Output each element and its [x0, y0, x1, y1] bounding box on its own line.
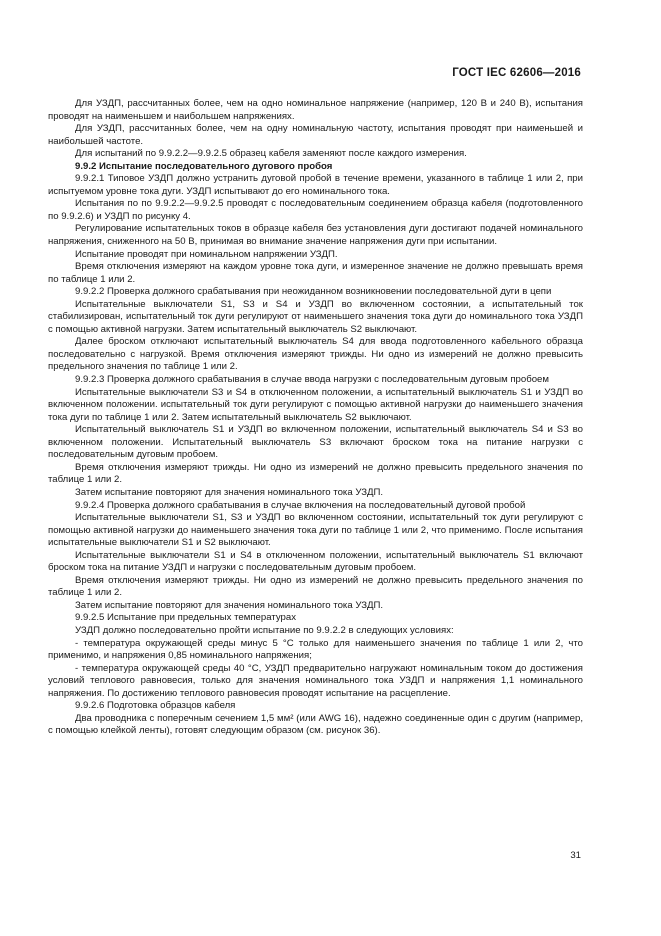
paragraph: Испытательные выключатели S3 и S4 в отключенном положении, а испытательный выключатель S1 и УЗДП во включенном положении. испытательный ток дуги регулируют с помощью активной нагрузки до наименьшего значения тока дуги по таблице 1 или 2. Затем испытательный выключатель S2 выключают. — [48, 386, 583, 423]
paragraph: Испытательные выключатели S1 и S4 в отключенном положении, испытательный выключатель S1 включают броском тока на питание УЗДП и нагрузки с последовательным дуговым пробоем. — [48, 549, 583, 574]
page-number: 31 — [570, 850, 581, 861]
paragraph: Время отключения измеряют трижды. Ни одно из измерений не должно превысить предельного значения по таблице 1 или 2. — [48, 461, 583, 486]
paragraph: УЗДП должно последовательно пройти испытание по 9.9.2.2 в следующих условиях: — [75, 624, 454, 636]
document-header: ГОСТ IEC 62606—2016 — [452, 67, 581, 79]
document-body — [48, 98, 583, 738]
paragraph: 9.9.2.4 Проверка должного срабатывания в случае включения на последовательный дуговой пробой — [75, 499, 526, 511]
paragraph: 9.9.2.2 Проверка должного срабатывания при неожиданном возникновении последовательной дуги в цепи — [75, 286, 552, 298]
paragraph: - температура окружающей среды 40 °С, УЗДП предварительно нагружают номинальным током до достижения условий теплового равновесия, только для значения номинального тока УЗДП и напряжения 1,1 номинального напряжения. По достижению теплового равновесия проводят испытание на расцепление. — [48, 662, 583, 699]
paragraph: 9.9.2.5 Испытание при предельных температурах — [75, 612, 297, 624]
paragraph: Для испытаний по 9.9.2.2—9.9.2.5 образец кабеля заменяют после каждого измерения. — [75, 148, 467, 160]
paragraph: - температура окружающей среды минус 5 °С только для наименьшего значения по таблице 1 или 2, что применимо, и напряжения 0,85 номинального напряжения; — [48, 637, 583, 662]
paragraph: Для УЗДП, рассчитанных более, чем на одну номинальную частоту, испытания проводят при наименьшей и наибольшей частоте. — [48, 123, 583, 147]
paragraph: Затем испытание повторяют для значения номинального тока УЗДП. — [75, 486, 384, 498]
paragraph: Испытание проводят при номинальном напряжении УЗДП. — [75, 248, 338, 260]
paragraph: Затем испытание повторяют для значения номинального тока УЗДП. — [75, 599, 384, 611]
section-heading: 9.9.2 Испытание последовательного дугового пробоя — [75, 160, 333, 172]
paragraph: 9.9.2.6 Подготовка образцов кабеля — [75, 700, 236, 712]
paragraph: 9.9.2.3 Проверка должного срабатывания в случае ввода нагрузки с последовательным дуговым пробоем — [75, 374, 549, 386]
paragraph: Для УЗДП, рассчитанных более, чем на одно номинальное напряжение (например, 120 В и 240 В), испытания проводят на наименьшем и наибольшем напряжениях. — [48, 98, 583, 122]
paragraph: Два проводника с поперечным сечением 1,5 мм² (или AWG 16), надежно соединенные один с другим (например, с помощью клейкой ленты), готовят следующим образом (см. рисунок 36). — [48, 712, 583, 737]
paragraph: Испытательные выключатели S1, S3 и УЗДП во включенном состоянии, испытательный ток дуги регулируют с помощью активной нагрузки до наименьшего значения тока дуги по таблице 1 или 2, что применимо. После испытания испытательные выключатели S1 и S2 выключают. — [48, 512, 583, 549]
paragraph: Испытательный выключатель S1 и УЗДП во включенном положении, испытательный выключатель S4 и S3 во включенном положении. Испытательный выключатель S3 включают броском тока на питание нагрузки с последовательным дуговым пробоем. — [48, 424, 583, 461]
paragraph: Испытательные выключатели S1, S3 и S4 и УЗДП во включенном состоянии, а испытательный ток стабилизирован, испытательный ток дуги регулируют от наименьшего значения тока дуги до номинального тока УЗДП с помощью активной нагрузки. Затем испытательный выключатель S2 выключают. — [48, 298, 583, 335]
paragraph: Время отключения измеряют на каждом уровне тока дуги, и измеренное значение не должно превышать время по таблице 1 или 2. — [48, 261, 583, 285]
paragraph: Регулирование испытательных токов в образце кабеля без установления дуги достигают подачей номинального напряжения, сниженного на 50 В, принимая во внимание значение напряжения дуги при испытании. — [48, 223, 583, 248]
paragraph: Далее броском отключают испытательный выключатель S4 для ввода подготовленного кабельного образца последовательно с нагрузкой. Время отключения измеряют трижды. Ни одно из измерений не должно превысить предельного значения по таблице 1 или 2. — [48, 336, 583, 373]
paragraph: Время отключения измеряют трижды. Ни одно из измерений не должно превысить предельного значения по таблице 1 или 2. — [48, 574, 583, 599]
paragraph: Испытания по по 9.9.2.2—9.9.2.5 проводят с последовательным соединением образца кабеля (подготовленного по 9.9.2.6) и УЗДП по рисунку 4. — [48, 198, 583, 222]
paragraph: 9.9.2.1 Типовое УЗДП должно устранить дуговой пробой в течение времени, указанного в таблице 1 или 2, при испытуемом уровне тока дуги. УЗДП испытывают до его номинального тока. — [48, 173, 583, 197]
